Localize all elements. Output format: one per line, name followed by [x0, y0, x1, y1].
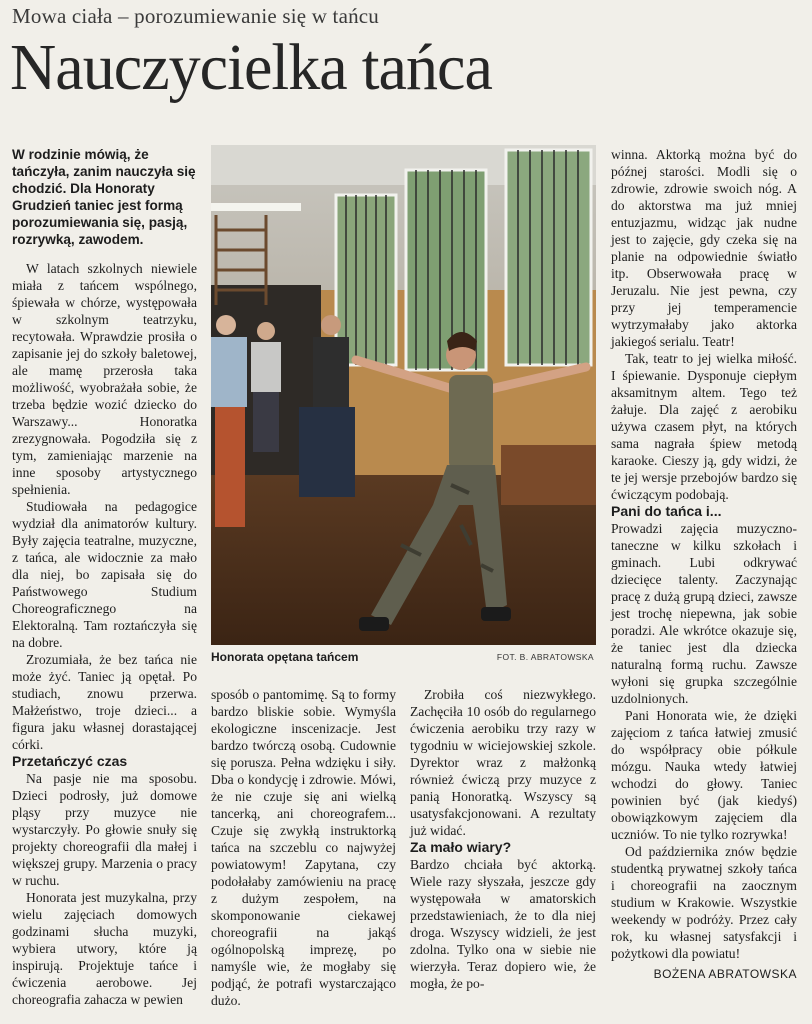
headline: Nauczycielka tańca — [10, 31, 492, 104]
paragraph: Prowadzi zajęcia muzyczno-taneczne w kilku szkołach i gminach. Lubi odkrywać dziecięce talenty. Zaczynając pracę z dużą grupą dzieci, zawsze jest trochę niepewna, jak sobie poradzi. Ale wkrótce okazuje się, że taniec jest dla dziecka naturalną formą ruchu. Zawsze wyłoni się grupka szczególnie uzdolnionych. — [611, 521, 797, 706]
subheading: Za mało wiary? — [410, 839, 512, 855]
kicker: Mowa ciała – porozumiewanie się w tańcu — [12, 4, 380, 28]
photo-caption — [211, 650, 596, 664]
lead-paragraph: W rodzinie mówią, że tańczyła, zanim nauczyła się chodzić. Dla Honoraty Grudzień taniec jest formą porozumiewania się, pasją, rozrywką, zawodem. — [12, 147, 196, 247]
paragraph: Tak, teatr to jej wielka miłość. I śpiewanie. Dysponuje ciepłym aksamitnym altem. Tego też żałuje. Dla zajęć z aerobiku używa czasem płyt, na których sama nagrała śpiew metodą karaoke. Cieszy ją, gdy widzi, że te jej wersje przebojów bardzo się ćwiczącym podobają. — [611, 351, 797, 502]
column-4 — [611, 146, 797, 983]
photo-credit: FOT. B. ABRATOWSKA — [496, 652, 594, 662]
paragraph: Na pasje nie ma sposobu. Dzieci podrosły, już domowe pląsy przy muzyce nie wystarczyły. Po głowie snuły się projekty choreografii dla małej i większej grupy. Marzenia o pracy w ruchu. — [12, 771, 197, 888]
subheading: Przetańczyć czas — [12, 753, 128, 769]
paragraph: Bardzo chciała być aktorką. Wiele razy słyszała, jeszcze gdy występowała w amatorskich przedstawieniach, że to dla niej droga. Wszyscy widzieli, że jest zdolna. Tylko ona w siebie nie wierzyła. Teraz dopiero wie, że mogła, że po- — [410, 857, 596, 991]
column-1 — [12, 146, 197, 1008]
paragraph: Honorata jest muzykalna, przy wielu zajęciach domowych godzinami słucha muzyki, wybiera utwory, które ją inspirują. Projektuje tańce i ćwiczenia aerobowe. Jej choreografia zahacza w pewien — [12, 890, 197, 1007]
paragraph: winna. Aktorką można być do późnej starości. Modli się o zdrowie, zdrowie swoich nóg. A do aktorstwa ma już mniej entuzjazmu, widząc jak nudne jest to zajęcie, gdy czeka się na planie na odpowiednie światło itp. Obserwowała pracę w Jeruzalu. Nie jest pewna, czy przy jej temperamencie wytrzymałaby jako aktorka jakiegoś serialu. Teatr! — [611, 147, 797, 349]
byline: BOŻENA ABRATOWSKA — [653, 967, 797, 981]
paragraph: sposób o pantomimę. Są to formy bardzo bliskie sobie. Wymyśla ekologiczne inscenizacje. Jest bardzo twórczą osobą. Cudownie się porusza. Pełna wdzięku i siły. Dba o kondycję i zdrowie. Mówi, że nie czuje się ani wielką tancerką, ani choreografem... Czuje się zwykłą instruktorką tańca na szczeblu co najwyżej powiatowym! Zapytana, czy podołałaby zamówieniu na pracę z dużym zespołem, na skomponowanie ciekawej choreografii na jakąś ogólnopolską imprezę, po namyśle wie, że mogłaby się podjąć, że potrafi wystarczająco dużo. — [211, 687, 396, 1008]
column-3 — [410, 686, 596, 992]
paragraph: W latach szkolnych niewiele miała z tańcem wspólnego, śpiewała w chórze, występowała w szkolnym teatrzyku, recytowała. Wprawdzie prosiła o zapisanie jej do szkoły baletowej, ale mamę przerosła taka możliwość, wyobrażała sobie, że trzeba będzie wozić dziecko do Warszawy... Honoratka zrezygnowała. Pogodziła się z tym, zamieniając marzenie na inne sposoby artystycznego spełnienia. — [12, 261, 197, 497]
dancer-photo-illustration — [211, 145, 596, 645]
paragraph: Pani Honorata wie, że dzięki zajęciom z tańca łatwiej zmusić do współpracy obie półkule mózgu. Nauka wtedy łatwiej wchodzi do głowy. Taniec powinien być (jak kiedyś) obowiązkowym zajęciem dla uczniów. To nie tylko rozrywka! — [611, 708, 797, 842]
column-2 — [211, 686, 396, 1009]
paragraph: Studiowała na pedagogice wydział dla animatorów kultury. Były zajęcia teatralne, muzyczne, z tańca, ale widocznie za mało dla niej, bo zapisała się do Państwowego Studium Choreograficznego na Elektoralną. Tam roztańczyła się na dobre. — [12, 499, 197, 650]
paragraph: Zrobiła coś niezwykłego. Zachęciła 10 osób do regularnego ćwiczenia aerobiku trzy razy w tygodniu w wiciejowskiej szkole. Dyrektor wraz z małżonką również ćwiczą przy muzyce z panią Honoratką. Wszyscy są usatysfakcjonowani. A rezultaty już widać. — [410, 687, 596, 838]
subheading: Pani do tańca i... — [611, 503, 722, 519]
paragraph: Od października znów będzie studentką prywatnej szkoły tańca i choreografii na zaocznym studium w Krakowie. Wszystkie weekendy w podróży. Przez cały rok, ku własnej satysfakcji i pożytkowi dla powiatu! — [611, 844, 797, 961]
caption-text: Honorata opętana tańcem — [211, 650, 359, 664]
paragraph: Zrozumiała, że bez tańca nie może żyć. Taniec ją opętał. Po studiach, znowu przerwa. Małżeństwo, troje dzieci... a figura jaku własnej dorastającej córki. — [12, 652, 197, 752]
article-photo — [211, 145, 596, 645]
